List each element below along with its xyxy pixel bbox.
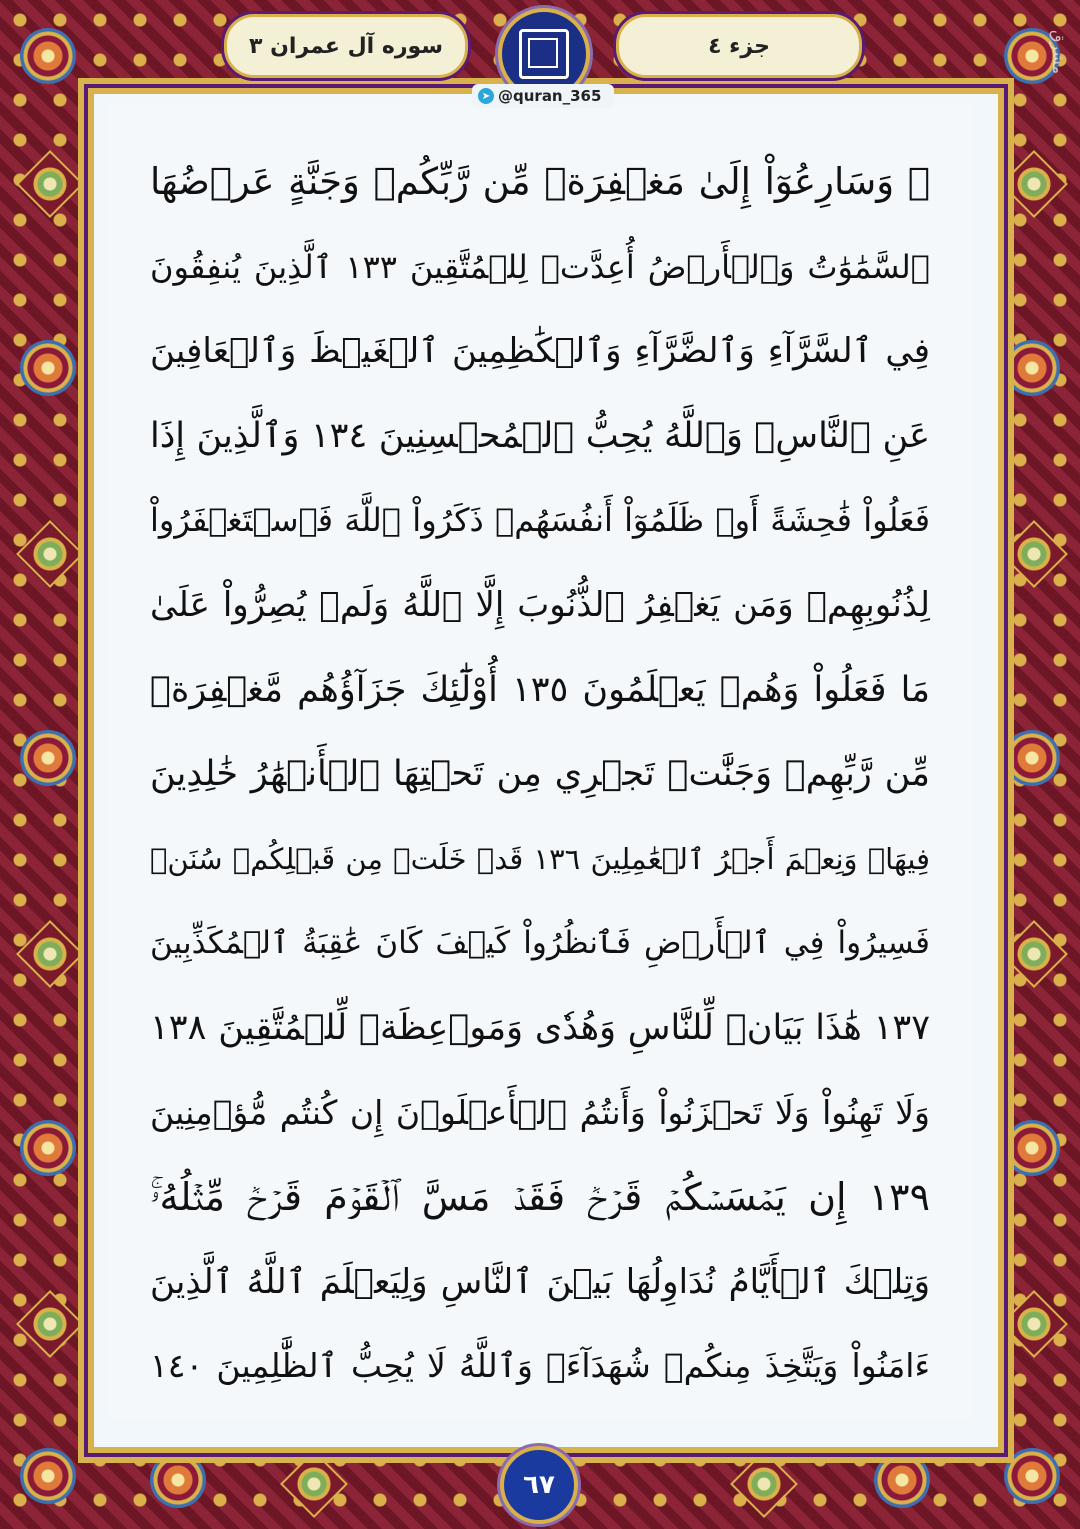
- corner-medallion-icon: [20, 1448, 76, 1504]
- verse-line: ١٣٩ إِن يَمۡسَسۡكُمۡ قَرۡحٞ فَقَدۡ مَسَّ ٱلۡقَوۡمَ قَرۡحٞ مِّثۡلُهُۥۚ: [150, 1175, 930, 1220]
- telegram-icon: ➤: [478, 88, 494, 104]
- juz-label: جزء ٤: [616, 14, 862, 78]
- side-ornament-icon: [1000, 520, 1068, 588]
- side-ornament-icon: [16, 1290, 84, 1358]
- side-ornament-icon: [16, 920, 84, 988]
- bottom-ornament-icon: [730, 1450, 798, 1518]
- verse-line: عَنِ ٱلنَّاسِۗ وَٱللَّهُ يُحِبُّ ٱلۡمُحۡسِنِينَ ١٣٤ وَٱلَّذِينَ إِذَا: [150, 415, 930, 456]
- side-medallion-icon: [20, 340, 76, 396]
- bottom-medallion-icon: [150, 1452, 206, 1508]
- verse-line: فَعَلُواْ فَٰحِشَةً أَوۡ ظَلَمُوٓاْ أَنفُسَهُمۡ ذَكَرُواْ ٱللَّهَ فَٱسۡتَغۡفَرُواْ: [150, 501, 930, 540]
- channel-handle-text: @quran_365: [498, 87, 602, 105]
- verse-line: فِي ٱلسَّرَّآءِ وَٱلضَّرَّآءِ وَٱلۡكَٰظِمِينَ ٱلۡغَيۡظَ وَٱلۡعَافِينَ: [150, 331, 930, 372]
- channel-handle[interactable]: [472, 84, 614, 108]
- side-medallion-icon: [1004, 340, 1060, 396]
- side-medallion-icon: [1004, 1120, 1060, 1176]
- verse-line: وَتِلۡكَ ٱلۡأَيَّامُ نُدَاوِلُهَا بَيۡنَ ٱلنَّاسِ وَلِيَعۡلَمَ ٱللَّهُ ٱلَّذِينَ: [150, 1261, 930, 1302]
- side-medallion-icon: [20, 730, 76, 786]
- surah-label: سوره آل عمران ٣: [224, 14, 468, 78]
- side-medallion-icon: [1004, 730, 1060, 786]
- corner-medallion-icon: [1004, 1448, 1060, 1504]
- verse-line: ٱلسَّمَٰوَٰتُ وَٱلۡأَرۡضُ أُعِدَّتۡ لِلۡمُتَّقِينَ ١٣٣ ٱلَّذِينَ يُنفِقُونَ: [150, 247, 930, 286]
- bottom-ornament-icon: [280, 1450, 348, 1518]
- verse-line: مِّن رَّبِّهِمۡ وَجَنَّٰتٞ تَجۡرِي مِن تَحۡتِهَا ٱلۡأَنۡهَٰرُ خَٰلِدِينَ: [150, 754, 930, 795]
- corner-medallion-icon: [20, 28, 76, 84]
- verse-line: لِذُنُوبِهِمۡ وَمَن يَغۡفِرُ ٱلذُّنُوبَ إِلَّا ٱللَّهُ وَلَمۡ يُصِرُّواْ عَلَىٰ: [150, 584, 930, 625]
- verse-line: وَلَا تَهِنُواْ وَلَا تَحۡزَنُواْ وَأَنتُمُ ٱلۡأَعۡلَوۡنَ إِن كُنتُم مُّؤۡمِنِينَ: [150, 1092, 930, 1132]
- side-medallion-icon: [20, 1120, 76, 1176]
- verse-line: فِيهَاۚ وَنِعۡمَ أَجۡرُ ٱلۡعَٰمِلِينَ ١٣٦ قَدۡ خَلَتۡ مِن قَبۡلِكُمۡ سُنَنٞ: [150, 841, 930, 876]
- verse-lines: [150, 140, 930, 1409]
- side-ornament-icon: [1000, 1290, 1068, 1358]
- side-ornament-icon: [16, 150, 84, 218]
- verse-line: فَسِيرُواْ فِي ٱلۡأَرۡضِ فَٱنظُرُواْ كَيۡفَ كَانَ عَٰقِبَةُ ٱلۡمُكَذِّبِينَ: [150, 925, 930, 962]
- verse-line: مَا فَعَلُواْ وَهُمۡ يَعۡلَمُونَ ١٣٥ أُوْلَٰٓئِكَ جَزَآؤُهُم مَّغۡفِرَةٞ: [150, 669, 931, 710]
- page-number: ٦٧: [500, 1446, 578, 1524]
- watermark: مشرق: [1049, 30, 1068, 75]
- bottom-medallion-icon: [874, 1452, 930, 1508]
- side-ornament-icon: [1000, 920, 1068, 988]
- side-ornament-icon: [16, 520, 84, 588]
- verse-line: ۞ وَسَارِعُوٓاْ إِلَىٰ مَغۡفِرَةٖ مِّن رَّبِّكُمۡ وَجَنَّةٍ عَرۡضُهَا: [150, 160, 930, 203]
- verse-line: ١٣٧ هَٰذَا بَيَانٞ لِّلنَّاسِ وَهُدٗى وَمَوۡعِظَةٞ لِّلۡمُتَّقِينَ ١٣٨: [150, 1007, 930, 1048]
- verse-line: ءَامَنُواْ وَيَتَّخِذَ مِنكُمۡ شُهَدَآءَۗ وَٱللَّهُ لَا يُحِبُّ ٱلظَّٰلِمِينَ ١٤٠: [150, 1346, 930, 1386]
